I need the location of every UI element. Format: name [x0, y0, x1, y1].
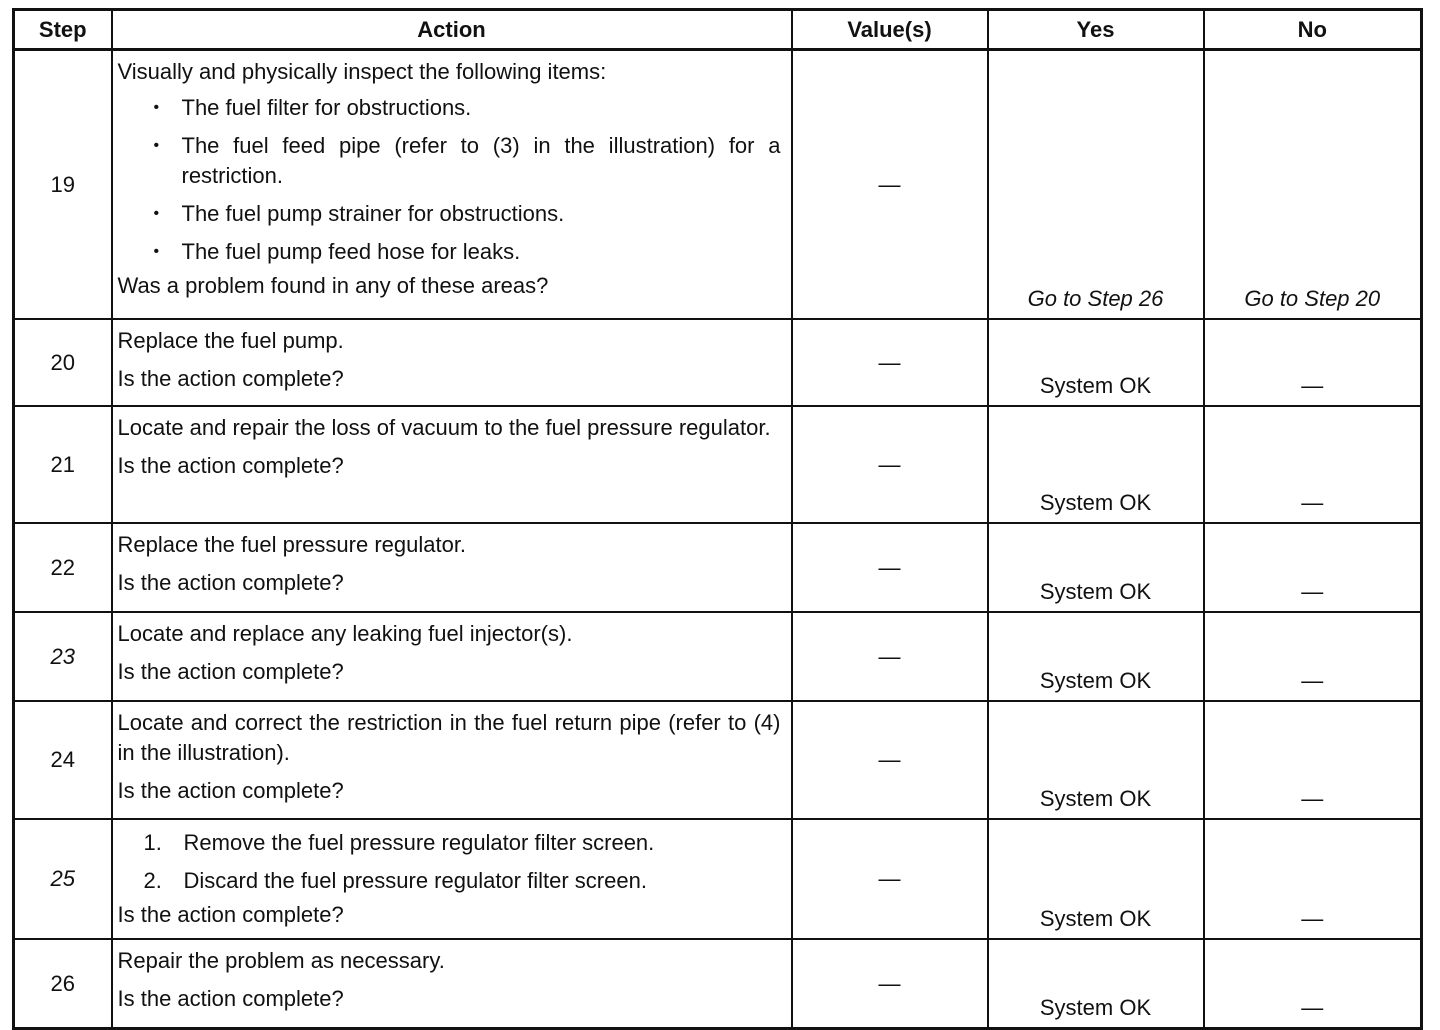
- action-text: Locate and repair the loss of vacuum to the fuel pressure regulator.: [117, 415, 771, 440]
- yes-cell: System OK: [988, 406, 1204, 523]
- value-cell: —: [792, 701, 988, 819]
- bullet-icon: •: [153, 137, 160, 154]
- header-action: Action: [112, 10, 792, 50]
- action-question: Is the action complete?: [117, 778, 344, 803]
- action-cell: [112, 50, 792, 320]
- value-cell: —: [792, 819, 988, 939]
- value-cell: —: [792, 50, 988, 320]
- yes-cell: System OK: [988, 819, 1204, 939]
- action-question: Was a problem found in any of these areas?: [117, 273, 549, 298]
- action-cell: [112, 319, 792, 406]
- action-question: Is the action complete?: [117, 902, 344, 927]
- inspection-list: [118, 93, 781, 267]
- table-row: [14, 523, 1422, 612]
- action-cell: [112, 612, 792, 701]
- bullet-icon: •: [153, 99, 160, 116]
- step-number: 20: [14, 319, 112, 406]
- header-row: [14, 10, 1422, 50]
- table-row: [14, 939, 1422, 1029]
- action-question: Is the action complete?: [117, 453, 344, 478]
- no-cell: —: [1204, 939, 1422, 1029]
- action-text: Locate and correct the restriction in the fuel return pipe (refer to (4) in the illustration).: [117, 710, 781, 765]
- bullet-icon: •: [153, 243, 160, 260]
- list-item: • The fuel filter for obstructions.: [154, 93, 781, 123]
- value-cell: —: [792, 612, 988, 701]
- action-question: Is the action complete?: [117, 366, 344, 391]
- list-item: 2. Discard the fuel pressure regulator filter screen.: [143, 868, 647, 893]
- no-cell: —: [1204, 406, 1422, 523]
- header-no: No: [1204, 10, 1422, 50]
- no-cell: —: [1204, 819, 1422, 939]
- action-text: Repair the problem as necessary.: [117, 948, 445, 973]
- procedure-list: [118, 828, 781, 896]
- action-intro: Visually and physically inspect the following items:: [117, 59, 607, 84]
- list-item: • The fuel pump strainer for obstructions.: [154, 199, 781, 229]
- list-item: • The fuel pump feed hose for leaks.: [154, 237, 781, 267]
- list-item: • The fuel feed pipe (refer to (3) in the illustration) for a restriction.: [153, 133, 781, 188]
- no-cell: —: [1204, 523, 1422, 612]
- step-number: 23: [14, 612, 112, 701]
- value-cell: —: [792, 319, 988, 406]
- yes-cell: System OK: [988, 939, 1204, 1029]
- yes-cell: System OK: [988, 319, 1204, 406]
- action-cell: [112, 819, 792, 939]
- diagnostic-table: [12, 8, 1423, 1030]
- action-question: Is the action complete?: [117, 986, 344, 1011]
- value-cell: —: [792, 406, 988, 523]
- header-value: Value(s): [792, 10, 988, 50]
- action-question: Is the action complete?: [117, 659, 344, 684]
- bullet-icon: •: [153, 205, 160, 222]
- table-row: [14, 50, 1422, 320]
- action-cell: [112, 523, 792, 612]
- step-number: 21: [14, 406, 112, 523]
- table-row: [14, 701, 1422, 819]
- no-cell: Go to Step 20: [1204, 50, 1422, 320]
- header-step: Step: [14, 10, 112, 50]
- step-number: 24: [14, 701, 112, 819]
- action-text: Replace the fuel pressure regulator.: [117, 532, 467, 557]
- table-row: [14, 406, 1422, 523]
- action-text: Replace the fuel pump.: [117, 328, 344, 353]
- no-cell: —: [1204, 701, 1422, 819]
- step-number: 26: [14, 939, 112, 1029]
- step-number: 25: [14, 819, 112, 939]
- header-yes: Yes: [988, 10, 1204, 50]
- step-number: 22: [14, 523, 112, 612]
- action-cell: [112, 406, 792, 523]
- action-question: Is the action complete?: [117, 570, 344, 595]
- action-cell: [112, 939, 792, 1029]
- table-row: [14, 319, 1422, 406]
- yes-cell: System OK: [988, 701, 1204, 819]
- value-cell: —: [792, 523, 988, 612]
- list-item: 1. Remove the fuel pressure regulator filter screen.: [143, 830, 655, 855]
- table-row: [14, 819, 1422, 939]
- action-cell: [112, 701, 792, 819]
- value-cell: —: [792, 939, 988, 1029]
- table-row: [14, 612, 1422, 701]
- step-number: 19: [14, 50, 112, 320]
- no-cell: —: [1204, 319, 1422, 406]
- yes-cell: Go to Step 26: [988, 50, 1204, 320]
- action-text: Locate and replace any leaking fuel injector(s).: [117, 621, 573, 646]
- no-cell: —: [1204, 612, 1422, 701]
- yes-cell: System OK: [988, 523, 1204, 612]
- yes-cell: System OK: [988, 612, 1204, 701]
